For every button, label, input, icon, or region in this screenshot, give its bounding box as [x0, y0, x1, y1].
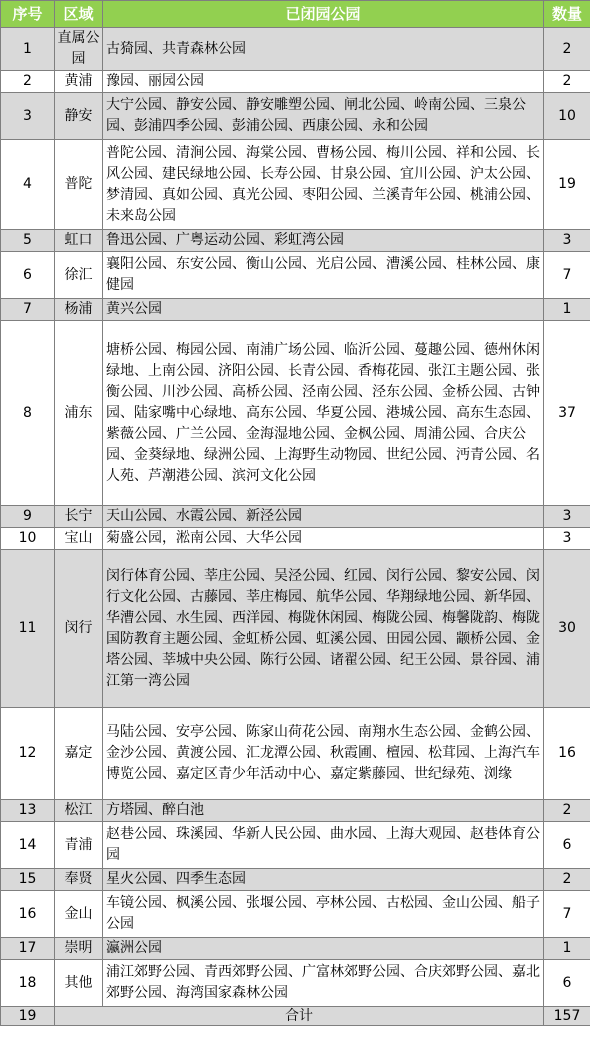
row-index: 11	[1, 550, 55, 708]
row-parks: 瀛洲公园	[103, 938, 544, 960]
table-row	[1, 252, 590, 299]
row-count: 3	[544, 528, 590, 550]
row-area: 黄浦	[55, 71, 103, 93]
row-parks: 赵巷公园、珠溪园、华新人民公园、曲水园、上海大观园、赵巷体育公园	[103, 822, 544, 869]
row-index: 7	[1, 299, 55, 321]
row-count: 2	[544, 28, 590, 71]
row-count: 10	[544, 93, 590, 140]
header-index: 序号	[1, 1, 55, 28]
row-area: 闵行	[55, 550, 103, 708]
row-area: 松江	[55, 800, 103, 822]
row-count: 37	[544, 321, 590, 506]
row-area: 金山	[55, 891, 103, 938]
row-count: 1	[544, 299, 590, 321]
row-index: 2	[1, 71, 55, 93]
row-area: 普陀	[55, 140, 103, 230]
row-count: 16	[544, 708, 590, 800]
row-parks: 塘桥公园、梅园公园、南浦广场公园、临沂公园、蔓趣公园、德州休闲绿地、上南公园、济阳公园、长青公园、香梅花园、张江主题公园、张衡公园、川沙公园、高桥公园、泾南公园、泾东公园、金桥公园、古钟园、陆家嘴中心绿地、高东公园、华夏公园、港城公园、高东生态园、紫薇公园、广兰公园、金海湿地公园、金枫公园、周浦公园、合庆公园、金葵绿地、绿洲公园、上海野生动物园、世纪公园、沔青公园、名人苑、芦潮港公园、滨河文化公园	[103, 321, 544, 506]
table-row	[1, 28, 590, 71]
row-count: 3	[544, 506, 590, 528]
row-index: 14	[1, 822, 55, 869]
table-row	[1, 506, 590, 528]
table-row	[1, 550, 590, 708]
row-count: 2	[544, 71, 590, 93]
row-area: 杨浦	[55, 299, 103, 321]
table-row	[1, 938, 590, 960]
table-row	[1, 528, 590, 550]
table-row	[1, 321, 590, 506]
row-parks: 襄阳公园、东安公园、衡山公园、光启公园、漕溪公园、桂林公园、康健园	[103, 252, 544, 299]
header-row	[1, 1, 590, 28]
row-area: 宝山	[55, 528, 103, 550]
row-area: 长宁	[55, 506, 103, 528]
row-parks: 大宁公园、静安公园、静安雕塑公园、闸北公园、岭南公园、三泉公园、彭浦四季公园、彭浦公园、西康公园、永和公园	[103, 93, 544, 140]
row-index: 18	[1, 960, 55, 1007]
row-parks: 星火公园、四季生态园	[103, 869, 544, 891]
table-row	[1, 230, 590, 252]
table-row	[1, 891, 590, 938]
header-parks: 已闭园公园	[103, 1, 544, 28]
row-parks: 豫园、丽园公园	[103, 71, 544, 93]
total-index: 19	[1, 1007, 55, 1026]
header-count: 数量	[544, 1, 590, 28]
row-count: 6	[544, 960, 590, 1007]
row-index: 16	[1, 891, 55, 938]
row-area: 崇明	[55, 938, 103, 960]
row-count: 2	[544, 869, 590, 891]
row-count: 7	[544, 891, 590, 938]
table-row	[1, 800, 590, 822]
row-index: 4	[1, 140, 55, 230]
table-row	[1, 299, 590, 321]
row-count: 6	[544, 822, 590, 869]
row-parks: 马陆公园、安亭公园、陈家山荷花公园、南翔水生态公园、金鹤公园、金沙公园、黄渡公园、汇龙潭公园、秋霞圃、檀园、松茸园、上海汽车博览公园、嘉定区青少年活动中心、嘉定紫藤园、世纪绿苑、浏缘	[103, 708, 544, 800]
row-parks: 普陀公园、清涧公园、海棠公园、曹杨公园、梅川公园、祥和公园、长风公园、建民绿地公园、长寿公园、甘泉公园、宜川公园、沪太公园、梦清园、真如公园、真光公园、枣阳公园、兰溪青年公园、桃浦公园、未来岛公园	[103, 140, 544, 230]
total-row	[1, 1007, 590, 1026]
row-parks: 车镜公园、枫溪公园、张堰公园、亭林公园、古松园、金山公园、船子公园	[103, 891, 544, 938]
row-parks: 浦江郊野公园、青西郊野公园、广富林郊野公园、合庆郊野公园、嘉北郊野公园、海湾国家森林公园	[103, 960, 544, 1007]
table-row	[1, 93, 590, 140]
row-area: 嘉定	[55, 708, 103, 800]
row-area: 徐汇	[55, 252, 103, 299]
row-area: 直属公园	[55, 28, 103, 71]
row-parks: 鲁迅公园、广粤运动公园、彩虹湾公园	[103, 230, 544, 252]
row-index: 6	[1, 252, 55, 299]
table-row	[1, 960, 590, 1007]
row-count: 30	[544, 550, 590, 708]
row-area: 虹口	[55, 230, 103, 252]
row-index: 13	[1, 800, 55, 822]
row-parks: 古猗园、共青森林公园	[103, 28, 544, 71]
row-index: 1	[1, 28, 55, 71]
total-count: 157	[544, 1007, 590, 1026]
table-row	[1, 71, 590, 93]
total-label: 合计	[55, 1007, 544, 1026]
row-count: 7	[544, 252, 590, 299]
row-parks: 菊盛公园，淞南公园、大华公园	[103, 528, 544, 550]
row-index: 9	[1, 506, 55, 528]
row-area: 奉贤	[55, 869, 103, 891]
table-row	[1, 708, 590, 800]
row-count: 3	[544, 230, 590, 252]
row-index: 12	[1, 708, 55, 800]
row-index: 15	[1, 869, 55, 891]
row-index: 8	[1, 321, 55, 506]
row-area: 青浦	[55, 822, 103, 869]
row-area: 其他	[55, 960, 103, 1007]
row-index: 3	[1, 93, 55, 140]
table-row	[1, 140, 590, 230]
row-index: 10	[1, 528, 55, 550]
row-count: 19	[544, 140, 590, 230]
row-index: 17	[1, 938, 55, 960]
row-count: 1	[544, 938, 590, 960]
row-area: 浦东	[55, 321, 103, 506]
row-parks: 天山公园、水霞公园、新泾公园	[103, 506, 544, 528]
row-count: 2	[544, 800, 590, 822]
table-row	[1, 869, 590, 891]
row-parks: 闵行体育公园、莘庄公园、吴泾公园、红园、闵行公园、黎安公园、闵行文化公园、古藤园、莘庄梅园、航华公园、华翔绿地公园、新华园、华漕公园、水生园、西洋园、梅陇休闲园、梅陇公园、梅馨陇韵、梅陇国防教育主题公园、金虹桥公园、虹溪公园、田园公园、颛桥公园、金塔公园、莘城中央公园、陈行公园、诸翟公园、纪王公园、景谷园、浦江第一湾公园	[103, 550, 544, 708]
table-row	[1, 822, 590, 869]
row-area: 静安	[55, 93, 103, 140]
row-index: 5	[1, 230, 55, 252]
row-parks: 方塔园、醉白池	[103, 800, 544, 822]
row-parks: 黄兴公园	[103, 299, 544, 321]
header-area: 区域	[55, 1, 103, 28]
